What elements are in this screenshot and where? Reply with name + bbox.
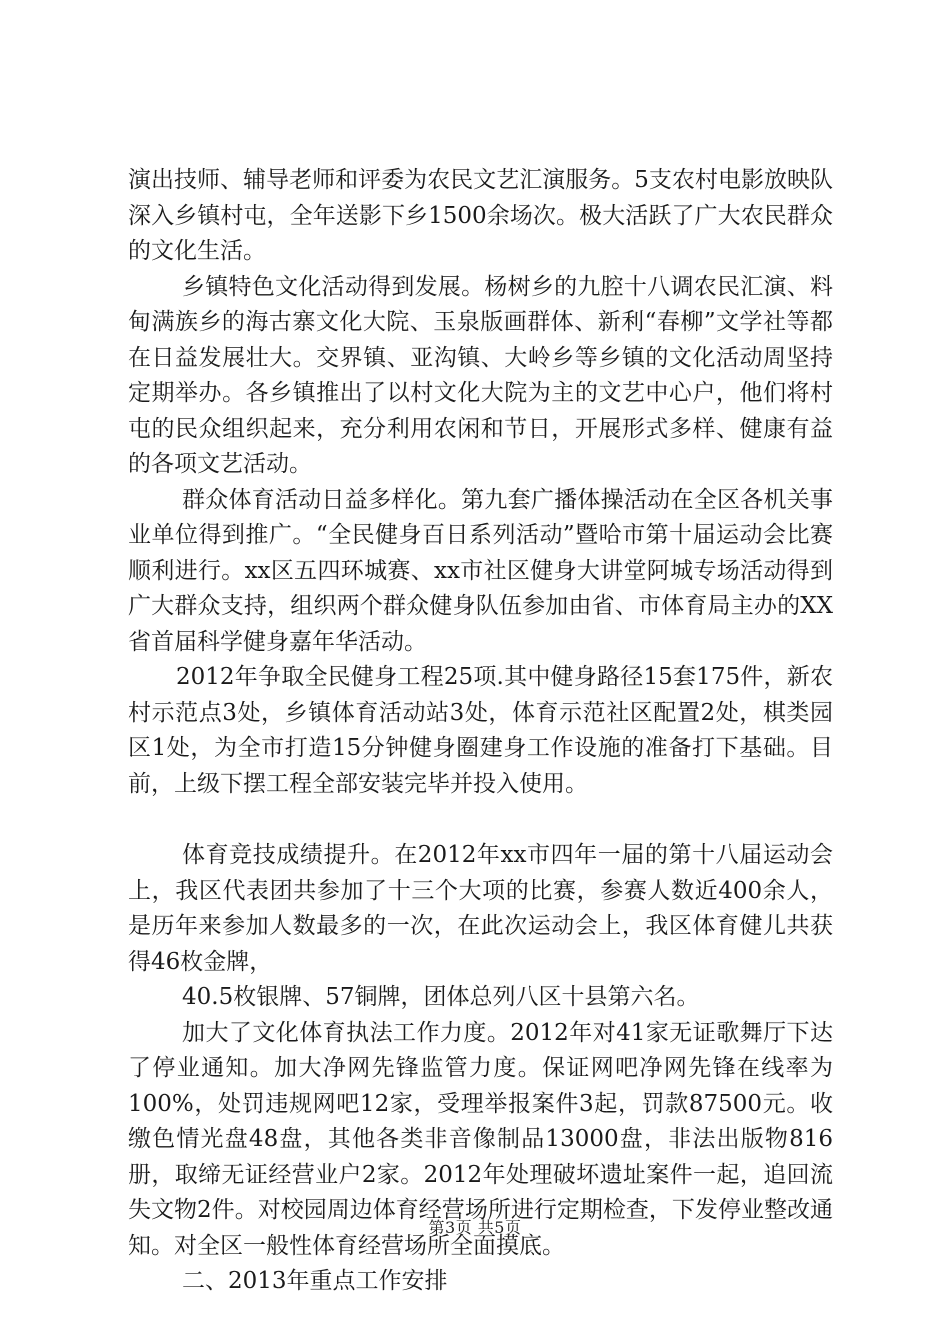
paragraph-medal-count: 40.5枚银牌、57铜牌，团体总列八区十县第六名。 — [182, 984, 700, 1010]
paragraph-mass-sports: 群众体育活动日益多样化。第九套广播体操活动在全区各机关事业单位得到推广。“全民健身百日系列活动”暨哈市第十届运动会比赛顺利进行。xx区五四环城赛、xx市社区健身大讲堂阿城专场活动得到广大群众支持，组织两个群众健身队伍参加由省、市体育局主办的XX省首届科学健身嘉年华活动。 — [128, 486, 833, 655]
page-number-footer: 第3页 共5页 — [428, 1218, 522, 1237]
document-body — [128, 163, 833, 1300]
section-heading-2013-plan: 二、2013年重点工作安排 — [182, 1268, 448, 1294]
paragraph-law-enforcement: 加大了文化体育执法工作力度。2012年对41家无证歌舞厅下达了停业通知。加大净网先锋监管力度。保证网吧净网先锋在线率为100%，处罚违规网吧12家，受理举报案件3起，罚款87500元。收缴色情光盘48盘，其他各类非音像制品13000盘，非法出版物816册，取缔无证经营业户2家。2012年处理破坏遗址案件一起，追回流失文物2件。对校园周边体育经营场所进行定期检查，下发停业整改通知。对全区一般性体育经营场所全面摸底。 — [128, 1019, 833, 1259]
paragraph-competition-results: 体育竞技成绩提升。在2012年xx市四年一届的第十八届运动会上，我区代表团共参加了十三个大项的比赛，参赛人数近400余人，是历年来参加人数最多的一次，在此次运动会上，我区体育健儿共获得46枚金牌， — [128, 842, 833, 975]
paragraph-township-culture: 乡镇特色文化活动得到发展。杨树乡的九腔十八调农民汇演、料甸满族乡的海古寨文化大院、玉泉版画群体、新利“春柳”文学社等都在日益发展壮大。交界镇、亚沟镇、大岭乡等乡镇的文化活动周坚持定期举办。各乡镇推出了以村文化大院为主的文艺中心户，他们将村屯的民众组织起来，充分利用农闲和节日，开展形式多样、健康有益的各项文艺活动。 — [128, 273, 833, 477]
paragraph-film-screening: 演出技师、辅导老师和评委为农民文艺汇演服务。5支农村电影放映队深入乡镇村屯，全年送影下乡1500余场次。极大活跃了广大农民群众的文化生活。 — [128, 167, 833, 264]
paragraph-fitness-projects: 2012年争取全民健身工程25项.其中健身路径15套175件，新农村示范点3处，乡镇体育活动站3处，体育示范社区配置2处，棋类园区1处，为全市打造15分钟健身圈建身工作设施的准备打下基础。目前，上级下摆工程全部安装完毕并投入使用。 — [128, 664, 833, 797]
